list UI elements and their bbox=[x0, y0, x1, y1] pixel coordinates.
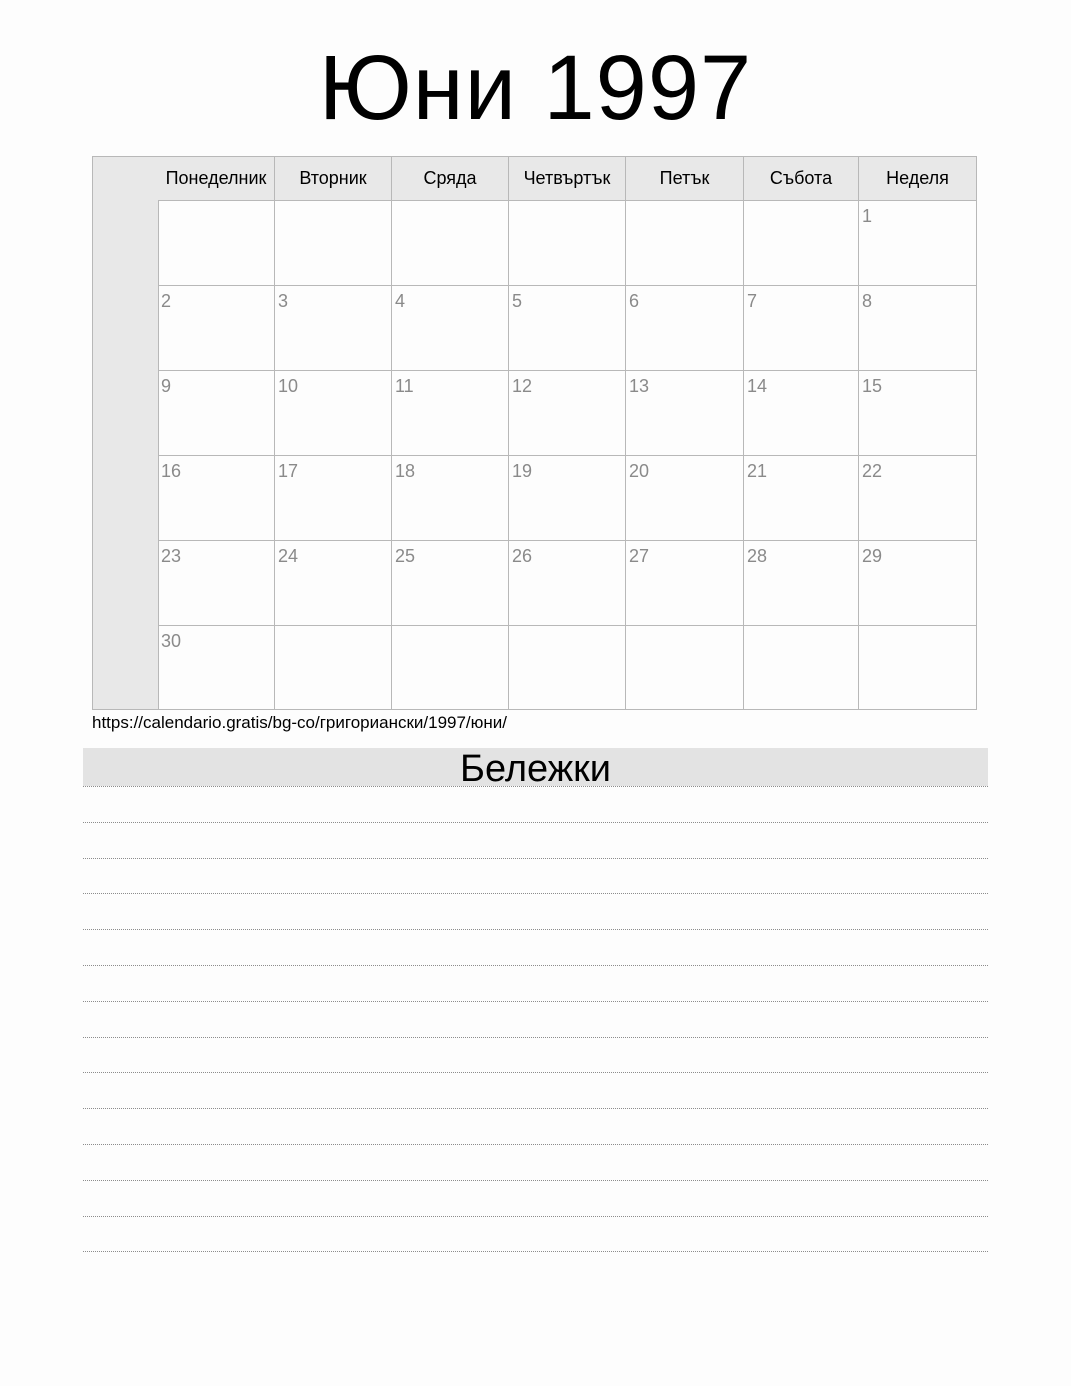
day-cell bbox=[509, 286, 626, 370]
day-cell bbox=[392, 201, 509, 285]
day-number: 20 bbox=[629, 461, 650, 481]
day-cell bbox=[859, 201, 976, 285]
note-line bbox=[83, 822, 988, 858]
day-cell bbox=[158, 456, 275, 540]
day-number: 14 bbox=[747, 376, 768, 396]
day-cell bbox=[626, 541, 744, 625]
page-title: Юни 1997 bbox=[318, 37, 753, 139]
day-number: 3 bbox=[278, 291, 289, 311]
day-cell bbox=[859, 626, 976, 710]
day-cell bbox=[158, 201, 275, 285]
day-cell bbox=[275, 201, 392, 285]
day-cell bbox=[859, 541, 976, 625]
day-number: 13 bbox=[629, 376, 650, 396]
calendar-week-row bbox=[158, 371, 976, 456]
day-cell bbox=[509, 456, 626, 540]
day-number: 19 bbox=[512, 461, 533, 481]
day-number: 1 bbox=[862, 206, 873, 226]
day-cell bbox=[626, 371, 744, 455]
day-cell bbox=[158, 286, 275, 370]
calendar-week-row bbox=[158, 541, 976, 626]
day-number: 2 bbox=[161, 291, 172, 311]
day-number: 5 bbox=[512, 291, 523, 311]
day-number: 12 bbox=[512, 376, 533, 396]
weekday-header: Вторник bbox=[275, 157, 392, 200]
day-number: 16 bbox=[161, 461, 182, 481]
calendar-week-row bbox=[158, 626, 976, 710]
calendar-weeks bbox=[158, 201, 976, 710]
day-number: 8 bbox=[862, 291, 873, 311]
day-cell bbox=[392, 456, 509, 540]
day-cell bbox=[275, 456, 392, 540]
day-cell bbox=[626, 201, 744, 285]
note-line bbox=[83, 1001, 988, 1037]
note-line bbox=[83, 1144, 988, 1180]
note-line bbox=[83, 858, 988, 894]
day-number: 30 bbox=[161, 631, 182, 651]
day-cell bbox=[158, 541, 275, 625]
note-line bbox=[83, 893, 988, 929]
day-number: 9 bbox=[161, 376, 172, 396]
day-cell bbox=[275, 286, 392, 370]
calendar-week-row bbox=[158, 456, 976, 541]
day-cell bbox=[275, 626, 392, 710]
day-number: 10 bbox=[278, 376, 299, 396]
day-number: 22 bbox=[862, 461, 883, 481]
day-number: 17 bbox=[278, 461, 299, 481]
day-number: 28 bbox=[747, 546, 768, 566]
day-number: 18 bbox=[395, 461, 416, 481]
day-number: 27 bbox=[629, 546, 650, 566]
day-cell bbox=[744, 456, 859, 540]
day-cell bbox=[275, 371, 392, 455]
day-cell bbox=[859, 456, 976, 540]
note-line bbox=[83, 965, 988, 1001]
day-number: 7 bbox=[747, 291, 758, 311]
weekday-header: Неделя bbox=[886, 168, 949, 188]
day-number: 26 bbox=[512, 546, 533, 566]
note-line bbox=[83, 786, 988, 822]
week-number-column bbox=[93, 157, 159, 709]
note-line bbox=[83, 1037, 988, 1073]
day-cell bbox=[509, 201, 626, 285]
day-cell bbox=[509, 541, 626, 625]
day-number: 4 bbox=[395, 291, 406, 311]
month-calendar bbox=[92, 156, 977, 710]
note-line bbox=[83, 1180, 988, 1216]
day-number: 23 bbox=[161, 546, 182, 566]
day-cell bbox=[275, 541, 392, 625]
weekday-header-row bbox=[158, 157, 976, 201]
day-cell bbox=[392, 286, 509, 370]
calendar-week-row bbox=[158, 286, 976, 371]
day-cell bbox=[744, 371, 859, 455]
day-cell bbox=[158, 371, 275, 455]
notes-lines bbox=[83, 786, 988, 1287]
weekday-header: Събота bbox=[744, 157, 859, 200]
calendar-week-row bbox=[158, 201, 976, 286]
weekday-header: Понеделник bbox=[158, 157, 275, 200]
note-line bbox=[83, 929, 988, 965]
day-cell bbox=[626, 286, 744, 370]
day-cell bbox=[158, 626, 275, 710]
day-cell bbox=[626, 626, 744, 710]
notes-title: Бележки bbox=[83, 748, 988, 786]
day-cell bbox=[509, 626, 626, 710]
day-cell bbox=[744, 286, 859, 370]
day-cell bbox=[859, 371, 976, 455]
day-cell bbox=[626, 456, 744, 540]
day-cell bbox=[744, 201, 859, 285]
day-number: 21 bbox=[747, 461, 768, 481]
note-line bbox=[83, 1072, 988, 1108]
note-line bbox=[83, 1216, 988, 1252]
weekday-header: Сряда bbox=[392, 157, 509, 200]
day-number: 6 bbox=[629, 291, 640, 311]
day-number: 25 bbox=[395, 546, 416, 566]
source-url[interactable]: https://calendario.gratis/bg-co/григориански/1997/юни/ bbox=[92, 713, 508, 732]
day-cell bbox=[744, 626, 859, 710]
note-line bbox=[83, 1251, 988, 1287]
day-cell bbox=[744, 541, 859, 625]
day-cell bbox=[859, 286, 976, 370]
day-number: 11 bbox=[395, 376, 414, 396]
day-number: 29 bbox=[862, 546, 883, 566]
weekday-header: Четвъртък bbox=[509, 157, 626, 200]
day-number: 24 bbox=[278, 546, 299, 566]
day-cell bbox=[392, 371, 509, 455]
day-cell bbox=[509, 371, 626, 455]
day-number: 15 bbox=[862, 376, 883, 396]
day-cell bbox=[392, 626, 509, 710]
note-line bbox=[83, 1108, 988, 1144]
day-cell bbox=[392, 541, 509, 625]
weekday-header: Петък bbox=[626, 157, 744, 200]
